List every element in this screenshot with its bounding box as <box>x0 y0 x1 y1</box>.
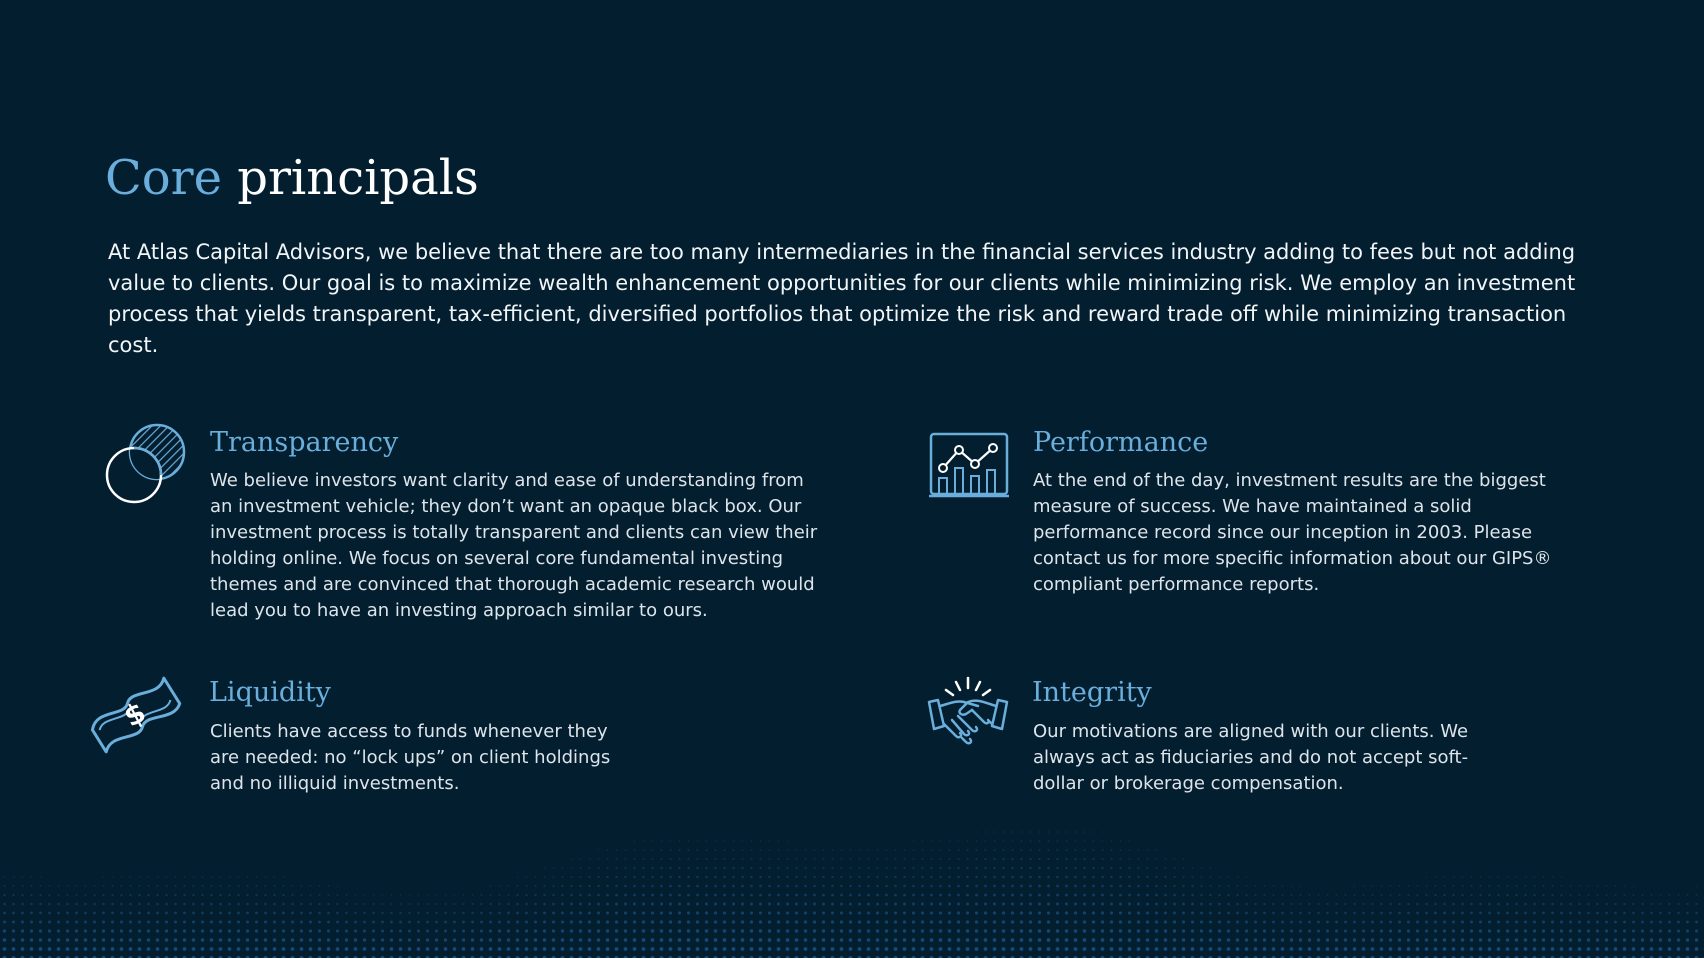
principle-title-performance: Performance <box>1033 427 1209 458</box>
intro-paragraph: At Atlas Capital Advisors, we believe that there are too many intermediaries in the financial services industry adding to fees but not adding value to clients. Our goal is to maximize wealth enhancement opportunities for our clients while minimizing risk. We employ an investment process that yields transparent, tax-efficient, diversified portfolios that optimize the risk and reward trade off while minimizing transaction cost. <box>108 240 1576 357</box>
money-bill-icon <box>88 672 182 758</box>
principle-text-transparency: We believe investors want clarity and ease of understanding from an investment vehicle; they don’t want an opaque black box. Our investment process is totally transparent and clients can view their holding online. We focus on several core fundamental investing themes and are convinced that thorough academic research would lead you to have an investing approach similar to ours. <box>210 470 818 621</box>
svg-text:$: $ <box>118 695 152 734</box>
principle-text-integrity: Our motivations are aligned with our clients. We always act as fiduciaries and do not accept soft-dollar or brokerage compensation. <box>1033 721 1469 794</box>
title-rest: principals <box>237 150 479 206</box>
page-title <box>105 146 479 210</box>
overlapping-circles-icon <box>104 422 188 506</box>
principle-title-integrity: Integrity <box>1032 677 1152 708</box>
principle-title-liquidity: Liquidity <box>209 677 331 708</box>
performance-chart-icon <box>929 432 1011 500</box>
dotted-wave-decoration <box>0 818 1704 958</box>
title-accent: Core <box>105 150 222 206</box>
principle-text-performance: At the end of the day, investment results are the biggest measure of success. We have maintained a solid performance record since our inception in 2003. Please contact us for more specific information about our GIPS® compliant performance reports. <box>1033 470 1552 595</box>
handshake-icon <box>926 676 1010 752</box>
principle-title-transparency: Transparency <box>210 427 399 458</box>
principle-text-liquidity: Clients have access to funds whenever they are needed: no “lock ups” on client holdings and no illiquid investments. <box>210 721 611 794</box>
